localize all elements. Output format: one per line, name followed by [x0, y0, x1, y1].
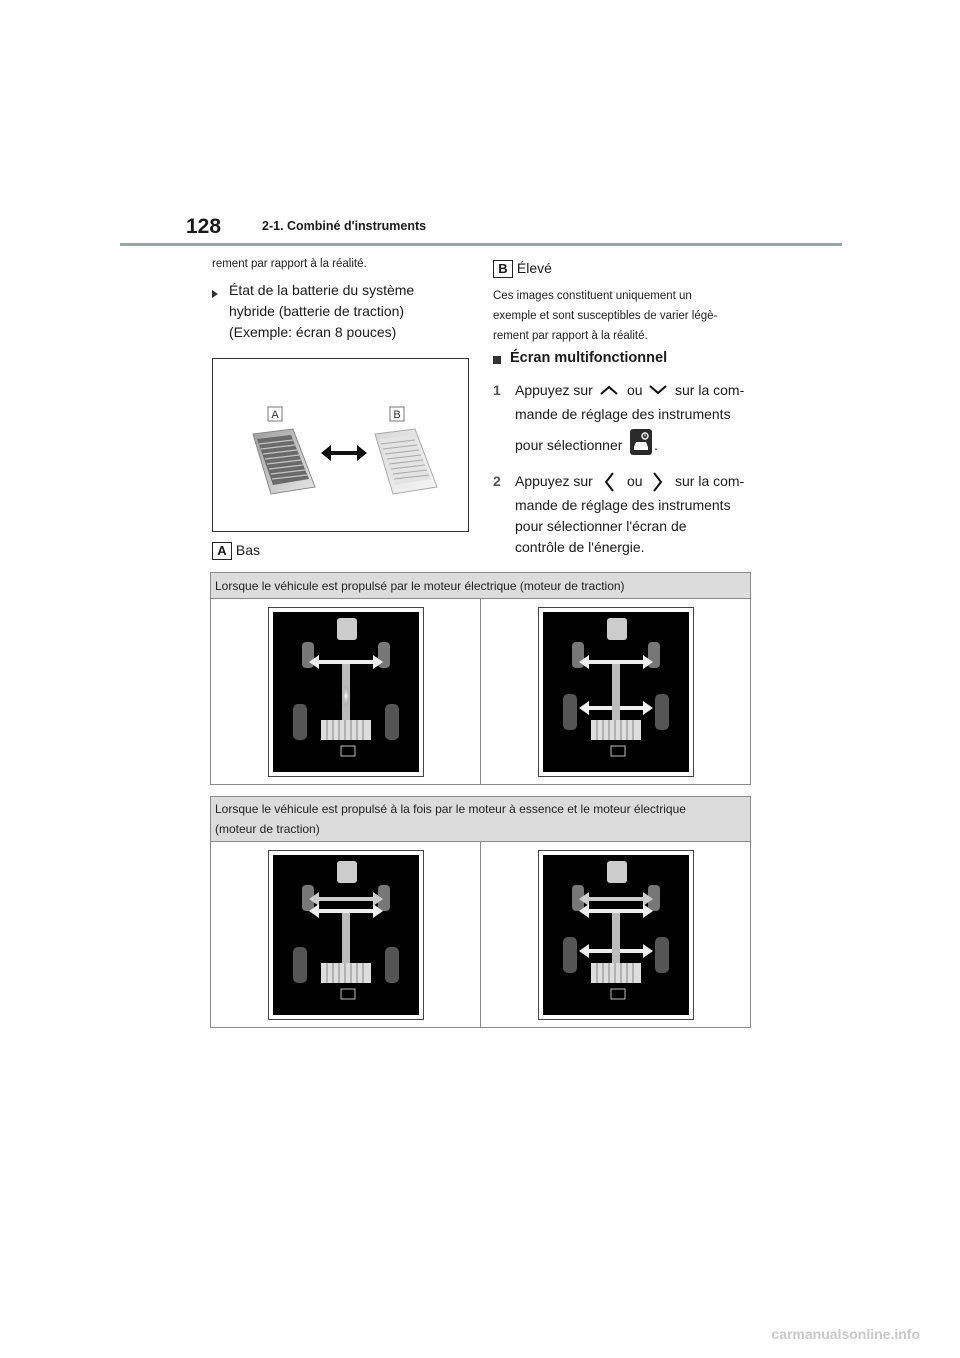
step-1-number: 1	[493, 382, 501, 398]
chevron-left-icon	[603, 471, 615, 493]
table-header-text: Lorsque le véhicule est propulsé à la fois par le moteur à essence et le moteur électrique	[215, 802, 686, 816]
note-line: exemple et sont susceptibles de varier légè-	[493, 310, 718, 322]
caption-a-text: Bas	[235, 542, 261, 558]
battery-small-icon	[341, 746, 355, 756]
energy-table-electric	[210, 572, 751, 785]
table-cell	[481, 842, 751, 1028]
page-number: 128	[186, 215, 222, 238]
table-cell	[211, 599, 481, 785]
figure-label-a: A	[271, 409, 279, 421]
energy-flow-diagram	[543, 612, 689, 772]
caption-b-text: Élevé	[516, 260, 552, 276]
battery-small-icon	[611, 989, 625, 999]
caption-a-badge: A	[212, 542, 232, 560]
step-1-line3: pour sélectionner	[515, 437, 623, 453]
step-1-pre: Appuyez sur	[515, 382, 593, 398]
caption-b	[493, 258, 552, 279]
continuation-text: rement par rapport à la réalité.	[212, 258, 367, 270]
step-2-number: 2	[493, 473, 501, 489]
table-cell	[211, 842, 481, 1028]
step-2-line4: contrôle de l'énergie.	[515, 539, 645, 555]
step-1-ou: ou	[627, 382, 643, 398]
watermark: carmanualsonline.info	[771, 1326, 920, 1342]
chevron-up-icon	[599, 384, 619, 396]
step-2	[493, 471, 773, 558]
table-header	[211, 573, 751, 599]
heading-text: Écran multifonctionnel	[510, 350, 668, 366]
battery-item-line: hybride (batterie de traction)	[229, 303, 405, 319]
energy-monitor-screen	[268, 850, 424, 1020]
figure-label-b: B	[393, 409, 401, 421]
table-cell	[481, 599, 751, 785]
energy-flow-diagram	[273, 855, 419, 1015]
battery-item-line: État de la batterie du système	[229, 282, 415, 298]
header-rule	[120, 243, 842, 246]
chevron-down-icon	[648, 384, 668, 396]
car-icon	[607, 861, 627, 883]
battery-item-line: (Exemple: écran 8 pouces)	[229, 324, 397, 340]
caption-a	[212, 540, 260, 561]
vehicle-info-icon	[630, 429, 652, 461]
note-line: Ces images constituent uniquement un	[493, 290, 692, 302]
chevron-right-icon	[652, 471, 664, 493]
step-2-pre: Appuyez sur	[515, 473, 593, 489]
energy-flow-diagram	[273, 612, 419, 772]
energy-table-hybrid	[210, 796, 751, 1028]
heading-square-icon	[493, 356, 501, 364]
battery-high-icon	[375, 429, 437, 494]
battery-illustration	[213, 359, 468, 531]
step-1-line2: mande de réglage des instruments	[515, 406, 731, 422]
battery-small-icon	[341, 989, 355, 999]
note-text	[493, 286, 717, 346]
double-arrow-icon	[321, 445, 367, 461]
battery-figure	[212, 358, 469, 532]
battery-small-icon	[611, 746, 625, 756]
table-header-text: Lorsque le véhicule est propulsé par le moteur électrique (moteur de traction)	[215, 578, 625, 593]
step-2-ou: ou	[627, 473, 643, 489]
car-icon	[337, 861, 357, 883]
battery-item-text	[229, 280, 479, 343]
energy-flow-diagram	[543, 855, 689, 1015]
car-icon	[607, 618, 627, 640]
step-1	[493, 380, 773, 461]
section-title: 2-1. Combiné d'instruments	[262, 219, 427, 233]
step-1-line3-end: .	[654, 437, 658, 453]
step-2-line3: pour sélectionner l'écran de	[515, 518, 687, 534]
energy-monitor-screen	[538, 850, 694, 1020]
step-2-line2: mande de réglage des instruments	[515, 497, 731, 513]
car-icon	[337, 618, 357, 640]
step-2-post: sur la com-	[675, 473, 745, 489]
table-header-text: (moteur de traction)	[215, 822, 320, 836]
battery-low-icon	[253, 429, 315, 494]
energy-monitor-screen	[538, 607, 694, 777]
note-line: rement par rapport à la réalité.	[493, 330, 648, 342]
bullet-triangle-icon	[212, 290, 218, 298]
caption-b-badge: B	[493, 260, 513, 278]
table-header	[211, 797, 751, 842]
energy-monitor-screen	[268, 607, 424, 777]
step-1-post: sur la com-	[675, 382, 745, 398]
